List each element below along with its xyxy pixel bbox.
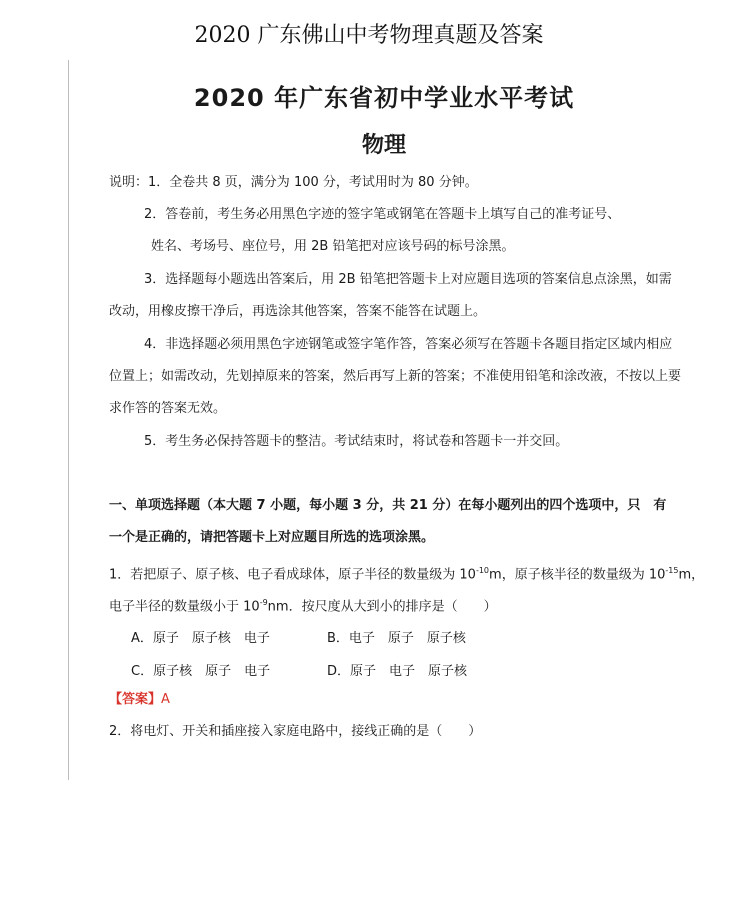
q1-text-a2: m，原子核半径的数量级为 10 xyxy=(489,567,666,583)
q1-exponent-a: -10 xyxy=(475,566,490,575)
instruction-4a: 4．非选择题必须用黑色字迹钢笔或签字笔作答，答案必须写在答题卡各题目指定区域内相应 xyxy=(144,337,673,352)
q1-option-d: D．原子 电子 原子核 xyxy=(327,664,468,679)
question-1-line-a xyxy=(109,563,704,583)
q1-option-a: A．原子 原子核 电子 xyxy=(131,631,270,646)
answer-tag: 【答案】 xyxy=(109,692,162,707)
question-2: 2．将电灯、开关和插座接入家庭电路中，接线正确的是（ ） xyxy=(109,724,482,739)
q1-exponent-b: -15 xyxy=(665,566,679,575)
instruction-3b: 改动，用橡皮擦干净后，再选涂其他答案，答案不能答在试题上。 xyxy=(109,304,487,319)
q1-answer xyxy=(109,692,170,708)
instruction-4b: 位置上；如需改动，先划掉原来的答案，然后再写上新的答案；不准使用铅笔和涂改液，不按以上要 xyxy=(109,369,682,384)
q1-text-b2: nm．按尺度从大到小的排序是（ ） xyxy=(267,599,497,615)
scanned-exam-page xyxy=(68,60,731,780)
instruction-4c: 求作答的答案无效。 xyxy=(109,401,227,416)
section-heading-b: 一个是正确的，请把答题卡上对应题目所选的选项涂黑。 xyxy=(109,530,435,545)
instruction-3a: 3．选择题每小题选出答案后，用 2B 铅笔把答题卡上对应题目选项的答案信息点涂黑，如需 xyxy=(144,272,672,287)
document-title: 2020 广东佛山中考物理真题及答案 xyxy=(194,23,544,48)
instruction-2a: 2．答卷前，考生务必用黑色字迹的签字笔或钢笔在答题卡上填写自己的准考证号、 xyxy=(144,207,621,222)
answer-value: A xyxy=(161,692,170,707)
exam-subject: 物理 xyxy=(361,133,406,158)
question-1-line-b xyxy=(109,595,497,615)
q1-text-a1: 1．若把原子、原子核、电子看成球体，原子半径的数量级为 10 xyxy=(109,567,476,583)
q1-option-c: C．原子核 原子 电子 xyxy=(131,664,271,679)
q1-option-b: B．电子 原子 原子核 xyxy=(327,631,466,646)
q1-exponent-c: -9 xyxy=(259,598,268,607)
instruction-1: 说明：1．全卷共 8 页，满分为 100 分，考试用时为 80 分钟。 xyxy=(109,175,478,190)
q1-text-b1: 电子半径的数量级小于 10 xyxy=(109,599,260,615)
instruction-5: 5．考生务必保持答题卡的整洁。考试结束时，将试卷和答题卡一并交回。 xyxy=(144,434,569,449)
instruction-2b: 姓名、考场号、座位号，用 2B 铅笔把对应该号码的标号涂黑。 xyxy=(151,239,515,254)
exam-title: 2020 年广东省初中学业水平考试 xyxy=(193,84,575,112)
q1-text-a3: m， xyxy=(678,567,705,583)
section-heading-a: 一、单项选择题（本大题 7 小题，每小题 3 分，共 21 分）在每小题列出的四个选项中，只 有 xyxy=(109,498,667,513)
